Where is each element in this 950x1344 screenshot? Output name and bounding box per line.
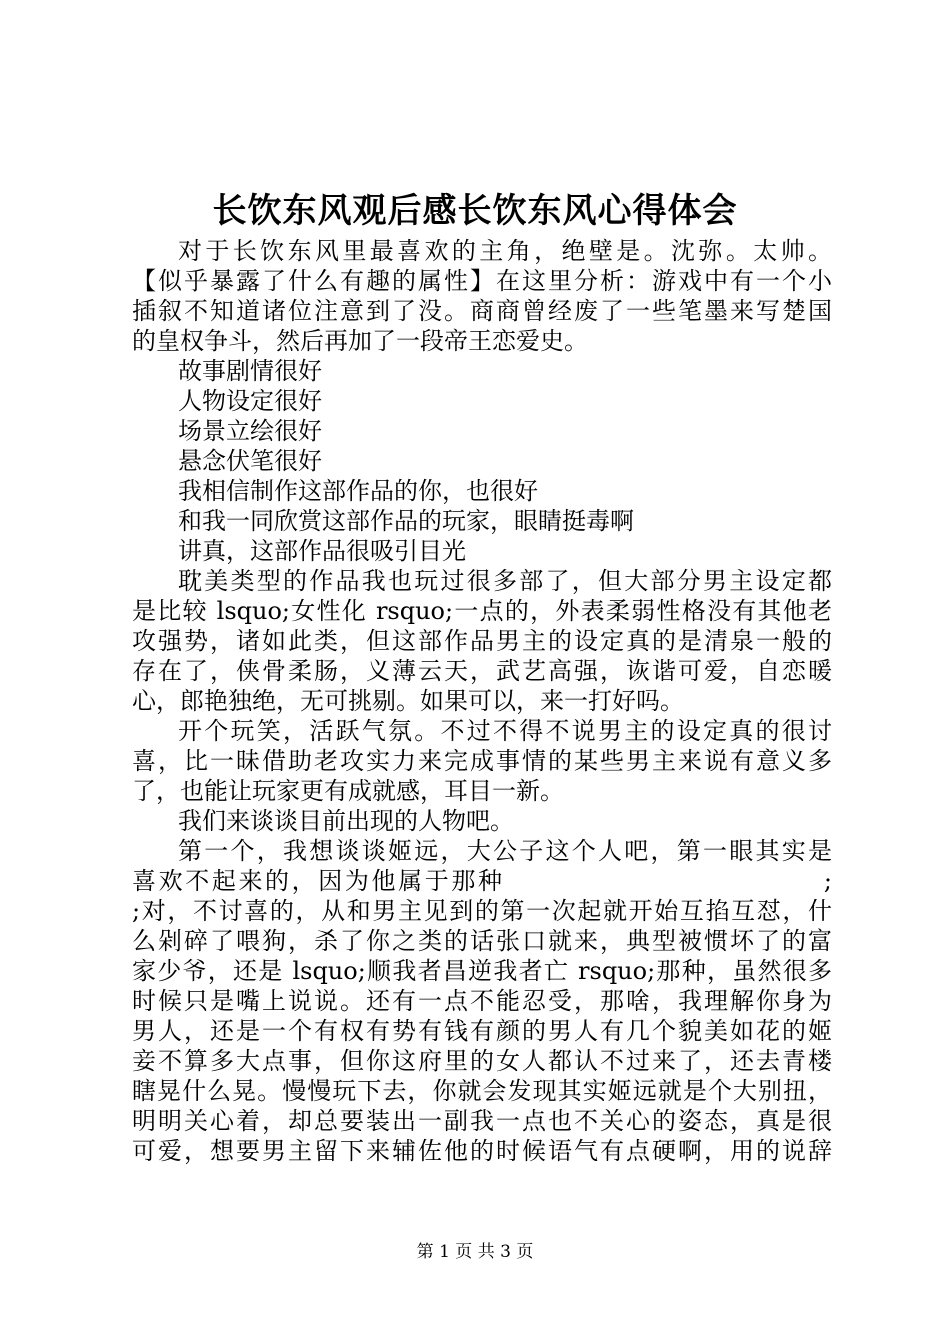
text-line: 时候只是嘴上说说。还有一点不能忍受，那啥，我理解你身为 <box>132 987 832 1015</box>
text-line: 对于长饮东风里最喜欢的主角，绝壁是。沈弥。太帅。 <box>178 237 832 265</box>
text-line: ;对，不讨喜的，从和男主见到的第一次起就开始互掐互怼，什 <box>132 897 832 925</box>
text-line: 存在了，侠骨柔肠，义薄云天，武艺高强，诙谐可爱，自恋暖 <box>132 657 832 685</box>
text-line: 攻强势，诸如此类，但这部作品男主的设定真的是清泉一般的 <box>132 627 832 655</box>
text-line: 妾不算多大点事，但你这府里的女人都认不过来了，还去青楼 <box>132 1047 832 1075</box>
text-line: 人物设定很好 <box>178 387 322 415</box>
text-line: 插叙不知道诸位注意到了没。商商曾经废了一些笔墨来写楚国 <box>132 297 832 325</box>
text-line: 么剁碎了喂狗，杀了你之类的话张口就来，典型被惯坏了的富 <box>132 927 832 955</box>
text-line: 喜欢不起来的，因为他属于那种 ; <box>132 867 832 895</box>
text-line: 心，郎艳独绝，无可挑剔。如果可以，来一打好吗。 <box>132 687 684 715</box>
text-line: 【似乎暴露了什么有趣的属性】在这里分析：游戏中有一个小 <box>132 267 832 295</box>
text-line: 讲真，这部作品很吸引目光 <box>178 537 466 565</box>
text-line: 男人，还是一个有权有势有钱有颜的男人有几个貌美如花的姬 <box>132 1017 832 1045</box>
text-line: 场景立绘很好 <box>178 417 322 445</box>
text-line: 和我一同欣赏这部作品的玩家，眼睛挺毒啊 <box>178 507 634 535</box>
text-line: 悬念伏笔很好 <box>178 447 322 475</box>
document-body <box>132 236 832 1166</box>
text-line: 我们来谈谈目前出现的人物吧。 <box>178 807 514 835</box>
text-line: 我相信制作这部作品的你，也很好 <box>178 477 538 505</box>
text-line: 了，也能让玩家更有成就感，耳目一新。 <box>132 777 564 805</box>
text-line: 开个玩笑，活跃气氛。不过不得不说男主的设定真的很讨 <box>178 717 832 745</box>
text-line: 喜，比一昧借助老攻实力来完成事情的某些男主来说有意义多 <box>132 747 832 775</box>
text-line: 家少爷，还是 lsquo;顺我者昌逆我者亡 rsquo;那种，虽然很多 <box>132 957 832 985</box>
text-line: 第一个，我想谈谈姬远，大公子这个人吧，第一眼其实是 <box>178 837 832 865</box>
text-line: 耽美类型的作品我也玩过很多部了，但大部分男主设定都 <box>178 567 832 595</box>
page-footer: 第 1 页 共 3 页 <box>416 1242 534 1262</box>
text-line: 故事剧情很好 <box>178 357 322 385</box>
text-line: 的皇权争斗，然后再加了一段帝王恋爱史。 <box>132 327 588 355</box>
document-title: 长饮东风观后感长饮东风心得体会 <box>212 191 738 231</box>
text-line: 明明关心着，却总要装出一副我一点也不关心的姿态，真是很 <box>132 1107 832 1135</box>
text-line: 是比较 lsquo;女性化 rsquo;一点的，外表柔弱性格没有其他老 <box>132 597 832 625</box>
text-line: 瞎晃什么晃。慢慢玩下去，你就会发现其实姬远就是个大别扭， <box>132 1077 832 1105</box>
text-line: 可爱，想要男主留下来辅佐他的时候语气有点硬啊，用的说辞 <box>132 1137 832 1165</box>
